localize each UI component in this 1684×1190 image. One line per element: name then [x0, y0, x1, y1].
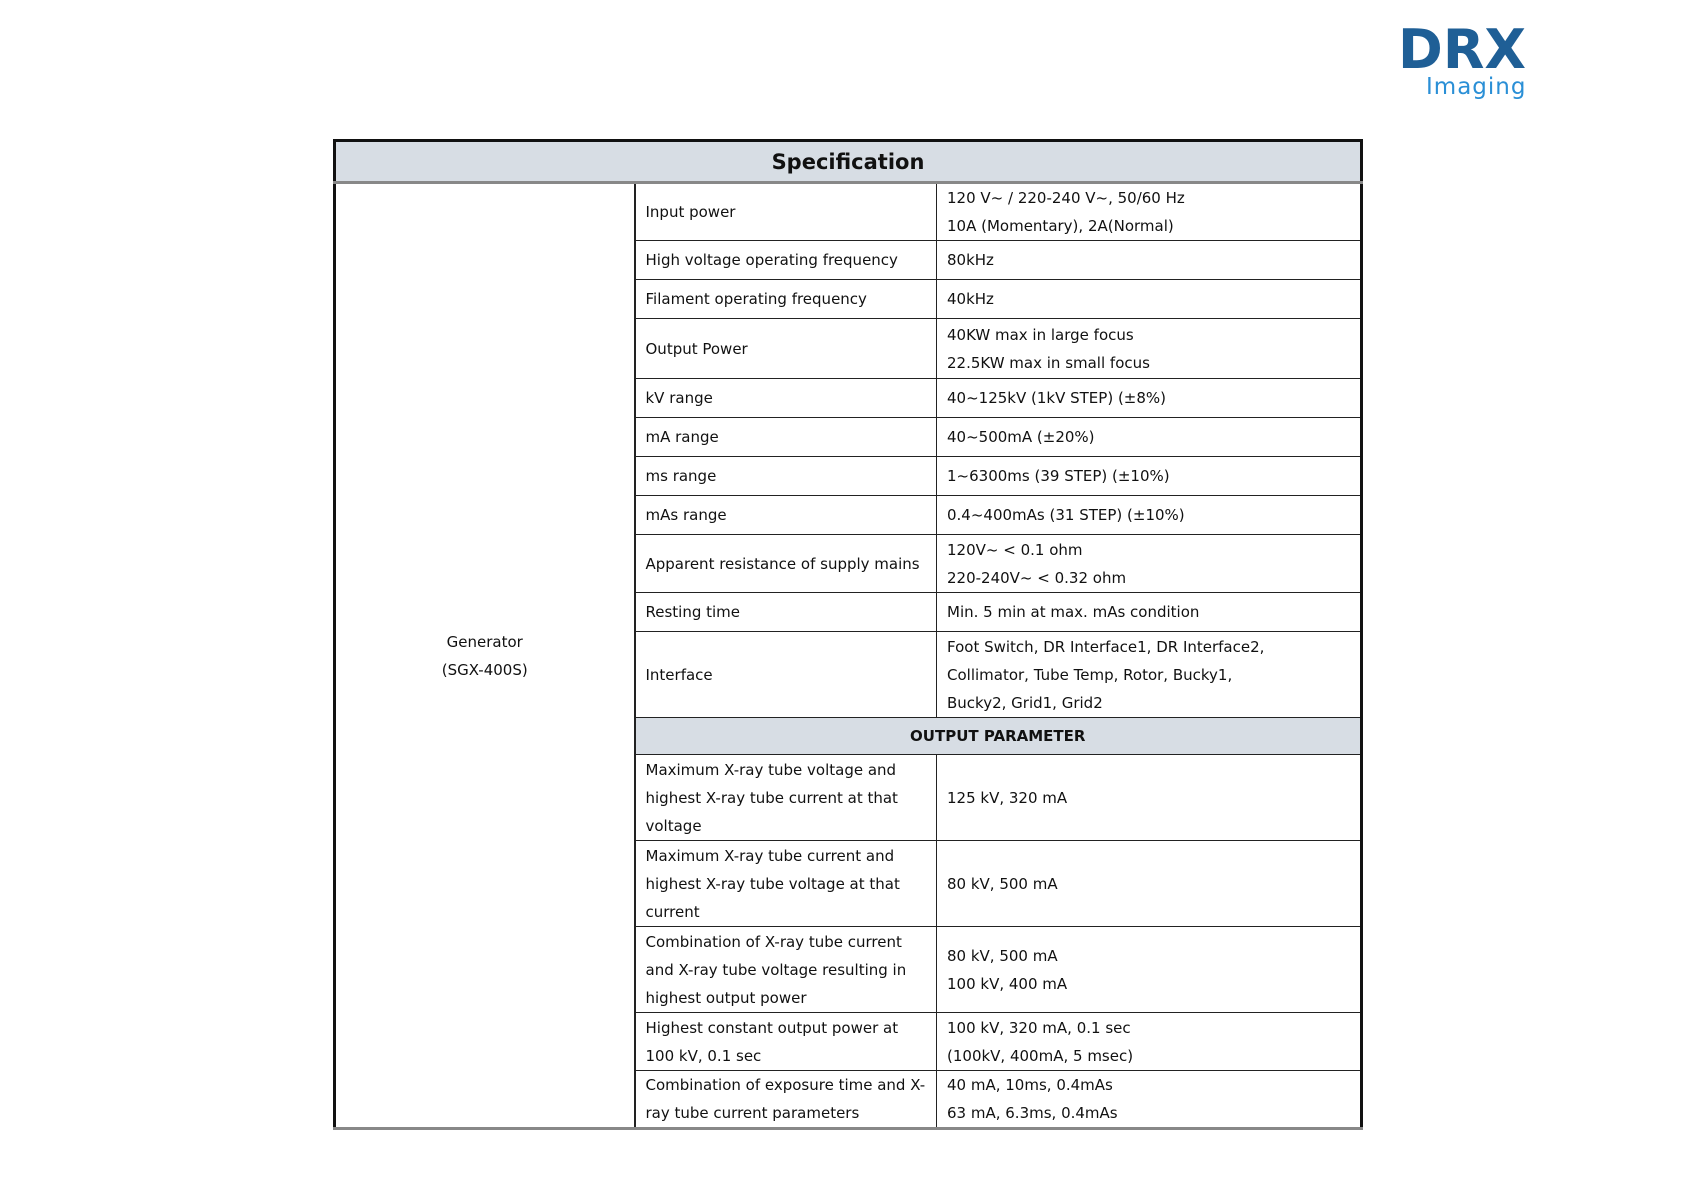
spec-value-line: 40~125kV (1kV STEP) (±8%) [947, 389, 1167, 407]
logo-sub-text: Imaging [1426, 74, 1527, 100]
spec-label: ms range [635, 457, 937, 496]
output-label-line: Combination of exposure time and X- [645, 1076, 926, 1094]
spec-value [937, 496, 1362, 535]
spec-value [937, 593, 1362, 632]
output-value-line: 63 mA, 6.3ms, 0.4mAs [947, 1104, 1118, 1122]
output-value [937, 755, 1362, 841]
spec-value [937, 457, 1362, 496]
output-value [937, 1013, 1362, 1071]
output-label-line: Highest constant output power at [645, 1018, 899, 1037]
output-label [635, 1071, 937, 1129]
output-value-line: 40 mA, 10ms, 0.4mAs [947, 1076, 1113, 1094]
spec-label: kV range [635, 379, 937, 418]
spec-value [937, 379, 1362, 418]
spec-value [937, 535, 1362, 593]
output-label-line: highest X-ray tube current at that [645, 788, 898, 807]
spec-label: mAs range [635, 496, 937, 535]
output-value [937, 927, 1362, 1013]
spec-value [937, 280, 1362, 319]
drx-logo-mark [1398, 22, 1558, 74]
spec-label: Filament operating frequency [635, 280, 937, 319]
spec-value-line: 1~6300ms (39 STEP) (±10%) [947, 467, 1170, 485]
spec-value-line: 10A (Momentary), 2A(Normal) [947, 217, 1174, 235]
output-value-line: 100 kV, 320 mA, 0.1 sec [947, 1018, 1131, 1037]
output-label-line: Maximum X-ray tube voltage and [645, 760, 897, 779]
output-label [635, 1013, 937, 1071]
spec-value-line: Min. 5 min at max. mAs condition [947, 603, 1200, 621]
spec-value [937, 418, 1362, 457]
spec-value-line: Collimator, Tube Temp, Rotor, Bucky1, [947, 665, 1233, 684]
output-label-line: 100 kV, 0.1 sec [645, 1046, 762, 1065]
output-label [635, 755, 937, 841]
output-value [937, 841, 1362, 927]
spec-label: Output Power [635, 319, 937, 379]
spec-value-line: 80kHz [947, 251, 994, 269]
spec-value-line: 120 V~ / 220-240 V~, 50/60 Hz [947, 189, 1185, 207]
spec-value-line: Foot Switch, DR Interface1, DR Interface2, [947, 637, 1265, 656]
spec-label: Apparent resistance of supply mains [635, 535, 937, 593]
output-label [635, 927, 937, 1013]
output-label-line: ray tube current parameters [645, 1104, 860, 1122]
spec-value [937, 241, 1362, 280]
spec-value [937, 319, 1362, 379]
specification-table [333, 139, 1363, 1130]
spec-value-line: 40kHz [947, 290, 994, 308]
group-name: Generator [446, 632, 523, 651]
spec-value-line: 40~500mA (±20%) [947, 428, 1095, 446]
spec-label: Interface [635, 632, 937, 718]
output-label-line: highest X-ray tube voltage at that [645, 874, 900, 893]
output-label-line: highest output power [645, 988, 807, 1007]
spec-value-line: 40KW max in large focus [947, 325, 1134, 344]
output-value-line: 80 kV, 500 mA [947, 874, 1058, 893]
output-value-line: (100kV, 400mA, 5 msec) [947, 1046, 1134, 1065]
output-parameter-header: OUTPUT PARAMETER [635, 718, 1362, 755]
logo-main-text: DRX [1398, 22, 1527, 74]
drx-imaging-logo [1398, 22, 1558, 106]
table-header-row [335, 141, 1362, 183]
spec-value [937, 183, 1362, 241]
output-value-line: 100 kV, 400 mA [947, 974, 1068, 993]
spec-value-line: 120V~ < 0.1 ohm [947, 540, 1083, 559]
group-model: (SGX-400S) [441, 660, 528, 679]
spec-label: Resting time [635, 593, 937, 632]
spec-value-line: 22.5KW max in small focus [947, 353, 1150, 372]
output-label-line: current [645, 902, 700, 921]
spec-value-line: 220-240V~ < 0.32 ohm [947, 568, 1127, 587]
spec-label: Input power [635, 183, 937, 241]
spec-label: mA range [635, 418, 937, 457]
output-label-line: voltage [645, 816, 702, 835]
table-title: Specification [335, 141, 1362, 183]
output-label [635, 841, 937, 927]
spec-value [937, 632, 1362, 718]
output-value-line: 80 kV, 500 mA [947, 946, 1058, 965]
output-value [937, 1071, 1362, 1129]
spec-label: High voltage operating frequency [635, 241, 937, 280]
output-label-line: Maximum X-ray tube current and [645, 846, 895, 865]
output-value-line: 125 kV, 320 mA [947, 788, 1068, 807]
spec-value-line: Bucky2, Grid1, Grid2 [947, 693, 1103, 712]
group-cell [335, 183, 635, 1129]
output-label-line: Combination of X-ray tube current [645, 932, 902, 951]
output-label-line: and X-ray tube voltage resulting in [645, 960, 907, 979]
table-row [335, 183, 1362, 241]
spec-value-line: 0.4~400mAs (31 STEP) (±10%) [947, 506, 1185, 524]
